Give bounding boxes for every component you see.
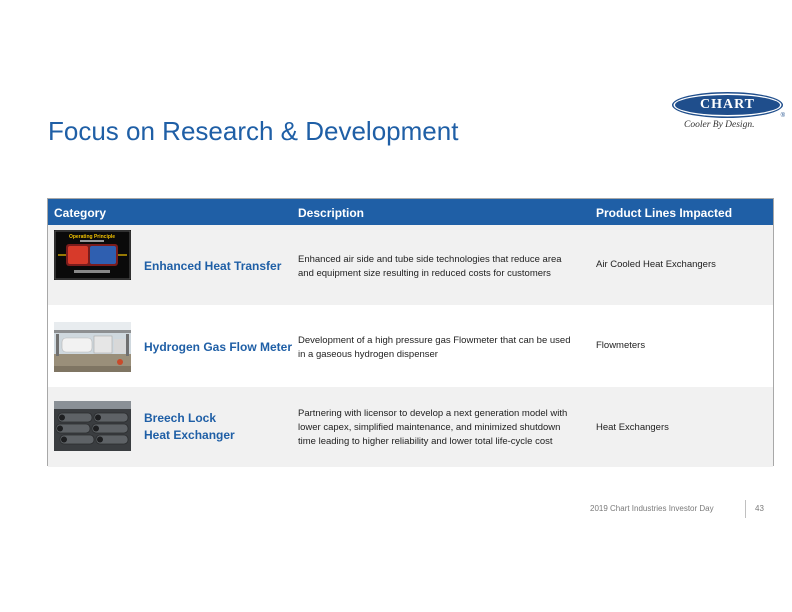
description-text <box>298 334 588 362</box>
description-line: lower capex, simplified maintenance, and minimized shutdown <box>298 422 561 433</box>
table-row <box>48 387 773 467</box>
category-label <box>144 410 235 444</box>
header-product-lines: Product Lines Impacted <box>596 206 733 220</box>
table-row <box>48 306 773 386</box>
description-line: Enhanced air side and tube side technologies that reduce area <box>298 254 562 265</box>
logo-tagline: Cooler By Design. <box>684 120 755 130</box>
heat-exchanger-tubes-photo <box>54 401 131 451</box>
category-line: Enhanced Heat Transfer <box>144 259 282 273</box>
description-text <box>298 253 588 281</box>
table-header <box>48 199 773 225</box>
rd-table <box>47 198 774 466</box>
description-line: Partnering with licensor to develop a next generation model with <box>298 408 568 419</box>
chart-logo <box>670 93 785 135</box>
logo-brand-text: CHART <box>699 97 756 112</box>
category-label <box>144 339 292 356</box>
page-number: 43 <box>755 504 764 513</box>
description-line: and equipment size resulting in reduced costs for customers <box>298 268 551 279</box>
description-line: time leading to higher reliability and lower total life-cycle cost <box>298 436 553 447</box>
image-caption: Operating Principle <box>68 234 116 240</box>
operating-principle-diagram-image <box>54 230 131 280</box>
category-label <box>144 258 281 275</box>
category-line: Hydrogen Gas Flow Meter <box>144 340 293 354</box>
logo-registered-mark: ® <box>780 113 785 119</box>
header-description: Description <box>298 206 365 220</box>
footer-divider <box>745 500 746 518</box>
product-line-text: Air Cooled Heat Exchangers <box>596 259 716 270</box>
description-line: in a gaseous hydrogen dispenser <box>298 349 438 360</box>
category-line: Breech Lock <box>144 411 217 425</box>
footer-event-text: 2019 Chart Industries Investor Day <box>590 504 714 513</box>
header-category: Category <box>54 206 107 220</box>
page-title: Focus on Research & Development <box>48 116 459 146</box>
product-line-text: Heat Exchangers <box>596 422 669 433</box>
table-row <box>48 225 773 305</box>
description-line: Development of a high pressure gas Flowmeter that can be used <box>298 335 571 346</box>
hydrogen-station-photo <box>54 322 131 372</box>
product-line-text: Flowmeters <box>596 340 646 351</box>
category-line: Heat Exchanger <box>144 428 235 442</box>
description-text <box>298 407 588 449</box>
